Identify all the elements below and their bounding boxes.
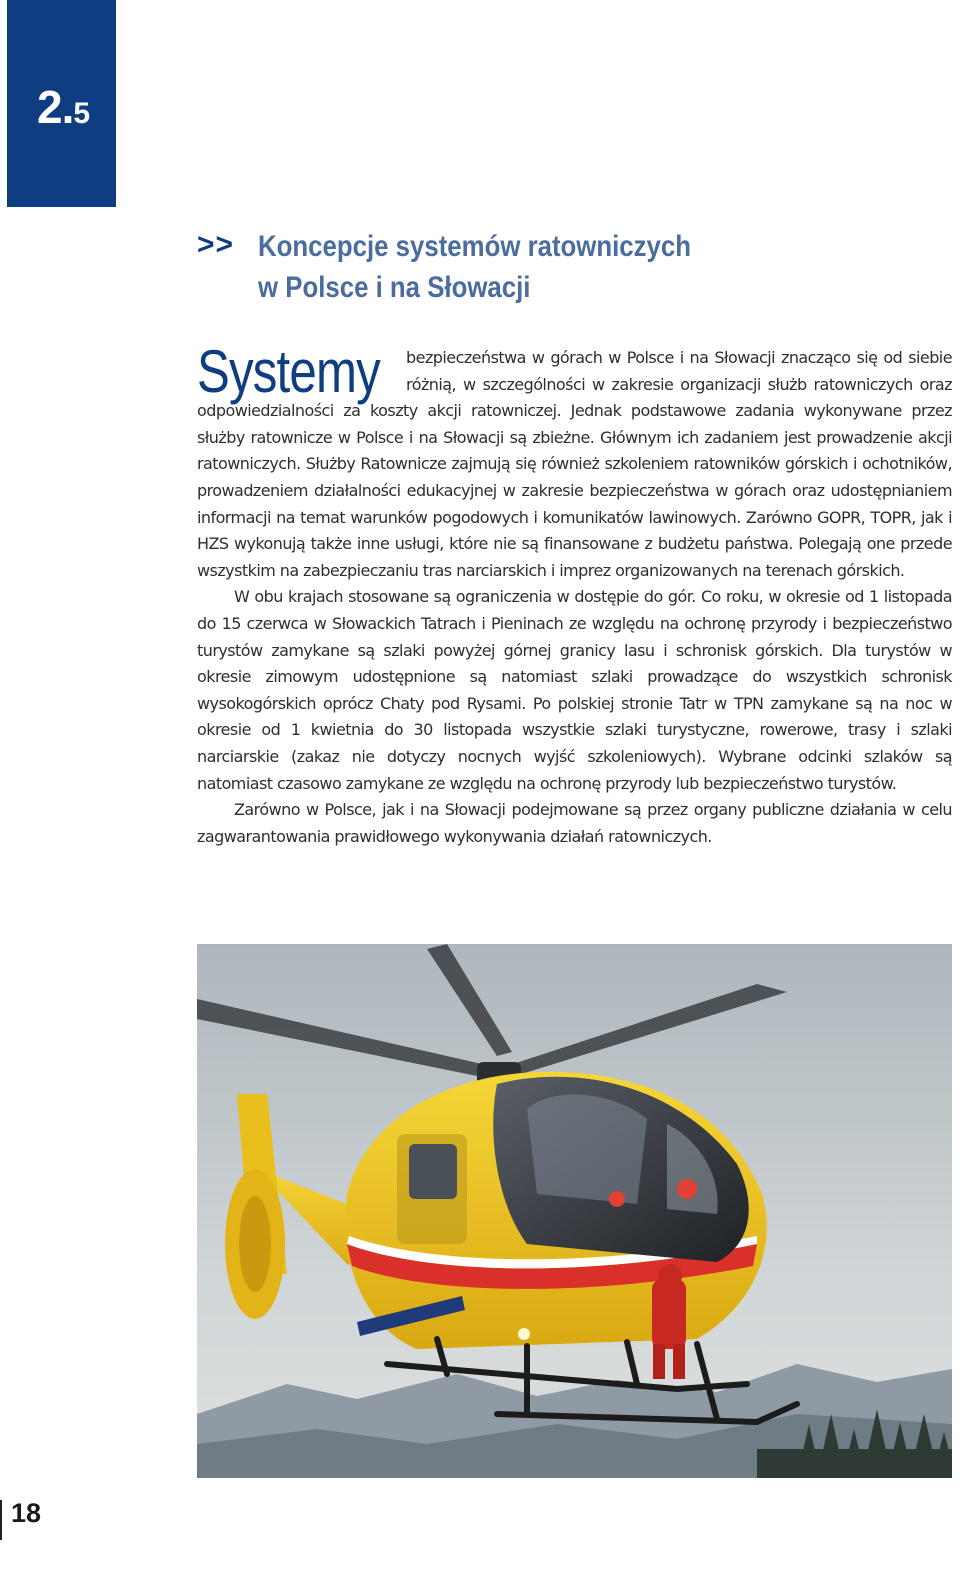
paragraph-3: Zarówno w Polsce, jak i na Słowacji podejmowane są przez organy publiczne działania w celu zagwarantowania prawidłowego wykonywania działań ratowniczych. — [197, 800, 952, 846]
dropcap-word: Systemy — [197, 338, 380, 405]
paragraph-2: W obu krajach stosowane są ograniczenia w dostępie do gór. Co roku, w okresie od 1 listopada do 15 czerwca w Słowackich Tatrach i Pieninach ze względu na ochronę przyrody i bezpieczeństwo turystów zamykane są szlaki powyżej górnej granicy lasu i schronisk górskich. Dla turystów w okresie zimowym udostępnione są natomiast szlaki prowadzące do wszystkich schronisk wysokogórskich oprócz Chaty pod Rysami. Po polskiej stronie Tatr w TPN zamykane są na noc w okresie od 1 kwietnia do 30 listopada wszystkie szlaki turystyczne, rowerowe, trasy i szlaki narciarskie (zakaz nie dotyczy nocnych wyjść szkoleniowych). Wybrane odcinki szlaków są natomiast czasowo zamykane ze względu na ochronę przyrody lub bezpieczeństwo turystów. — [197, 587, 952, 793]
section-tab — [7, 0, 116, 207]
helicopter-illustration — [197, 944, 952, 1478]
paragraph-1-text: bezpieczeństwa w górach w Polsce i na Słowacji znacząco się od siebie różnią, w szczególności w zakresie organizacji służb ratowniczych oraz odpowiedzialności za koszty akcji ratowniczej. Jednak podstawowe zadania wykonywane przez służby ratownicze w Polsce i na Słowacji są zbieżne. Głównym ich zadaniem jest prowadzenie akcji ratowniczych. Służby Ratownicze zajmują się również szkoleniem ratowników górskich i ochotników, prowadzeniem działalności edukacyjnej w zakresie bezpieczeństwa w górach oraz udostępnianiem informacji na temat warunków pogodowych i komunikatów lawinowych. Zarówno GOPR, TOPR, jak i HZS wykonują także inne usługi, które nie są finansowane z budżetu państwa. Polegają one przede wszystkim na zabezpieczaniu tras narciarskich i imprez organizowanych na terenach górskich. — [197, 348, 952, 580]
heading-arrows: >> — [197, 228, 235, 261]
section-number-minor: 5 — [73, 97, 91, 130]
paragraph-1 — [197, 338, 952, 584]
heading-title-line2: w Polsce i na Słowacji — [258, 271, 531, 304]
chapter-heading — [197, 226, 817, 308]
page-number-rule — [0, 1500, 2, 1540]
page-number: 18 — [11, 1498, 42, 1528]
section-number — [37, 80, 90, 134]
heading-title — [258, 226, 739, 308]
helicopter-photo — [197, 944, 952, 1478]
article-body — [197, 338, 952, 850]
section-number-major: 2. — [37, 81, 74, 133]
heading-title-line1: Koncepcje systemów ratowniczych — [258, 230, 692, 263]
